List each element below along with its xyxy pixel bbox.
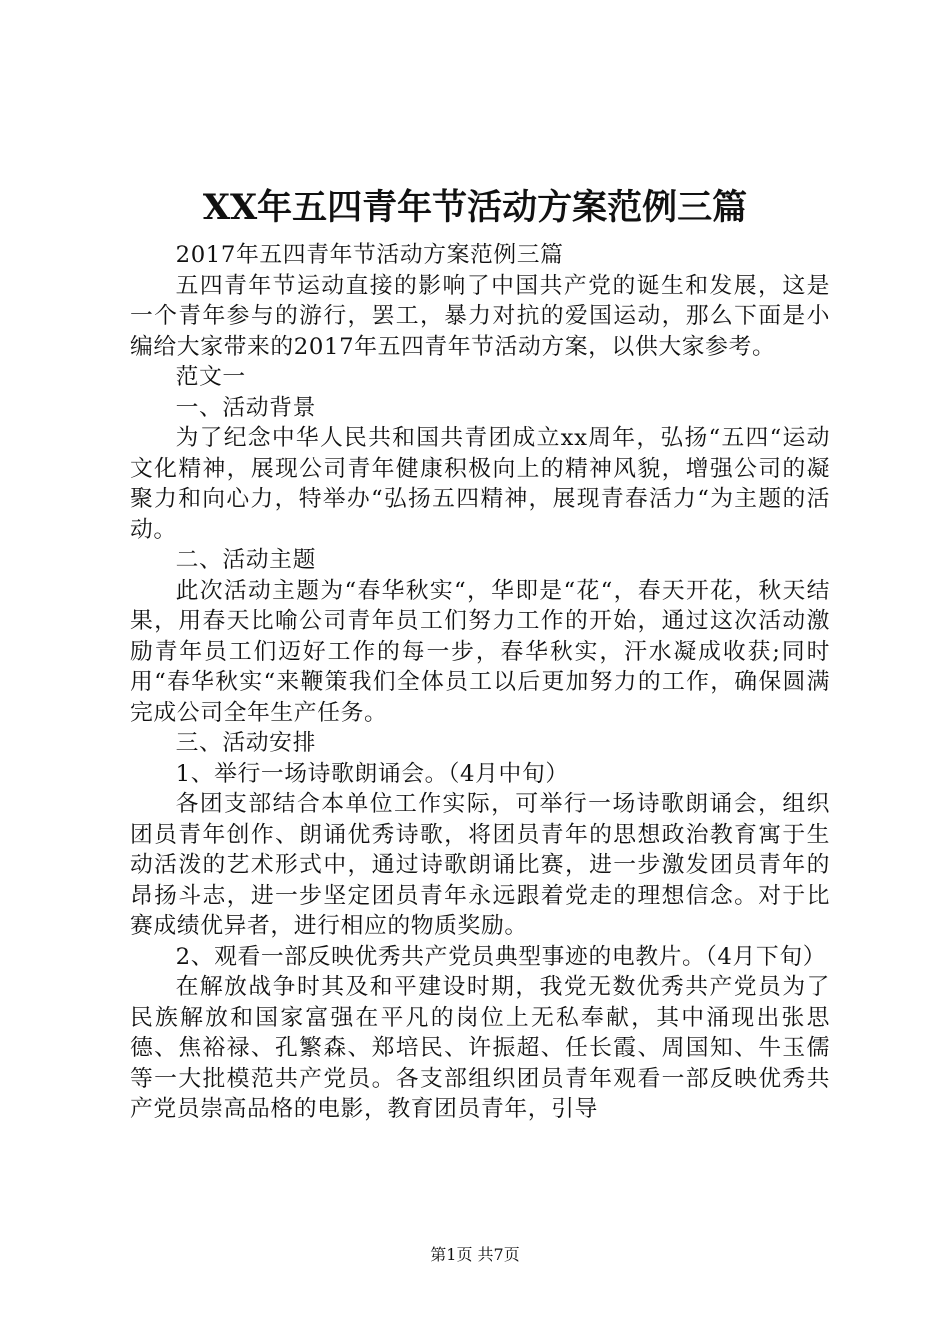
document-body xyxy=(130,240,830,1125)
body-paragraph: 此次活动主题为“春华秋实“，华即是“花“，春天开花，秋天结果，用春天比喻公司青年员工们努力工作的开始，通过这次活动激励青年员工们迈好工作的每一步，春华秋实，汗水凝成收获;同时用“春华秋实“来鞭策我们全体员工以后更加努力的工作，确保圆满完成公司全年生产任务。 xyxy=(130,577,830,726)
section-heading: 二、活动主题 xyxy=(175,547,316,573)
page-number-footer: 第1页 共7页 xyxy=(430,1245,520,1264)
section-heading: 一、活动背景 xyxy=(175,394,316,421)
body-paragraph: 为了纪念中华人民共和国共青团成立xx周年，弘扬“五四“运动文化精神，展现公司青年健康积极向上的精神风貌，增强公司的凝聚力和向心力，特举办“弘扬五四精神，展现青春活力“为主题的活动。 xyxy=(130,425,830,543)
document-title: XX年五四青年节活动方案范例三篇 xyxy=(202,187,748,228)
section-heading: 三、活动安排 xyxy=(175,730,316,756)
body-paragraph: 在解放战争时其及和平建设时期，我党无数优秀共产党员为了民族解放和国家富强在平凡的岗位上无私奉献，其中涌现出张思德、焦裕禄、孔繁森、郑培民、许振超、任长霞、周国知、牛玉儒等一大批模范共产党员。各支部组织团员青年观看一部反映优秀共产党员崇高品格的电影，教育团员青年，引导 xyxy=(130,974,830,1122)
section-heading: 范文一 xyxy=(175,364,246,390)
list-item-heading: 2、观看一部反映优秀共产党员典型事迹的电教片。（4月下旬） xyxy=(175,943,827,970)
body-paragraph: 各团支部结合本单位工作实际，可举行一场诗歌朗诵会，组织团员青年创作、朗诵优秀诗歌，将团员青年的思想政治教育寓于生动活泼的艺术形式中，通过诗歌朗诵比赛，进一步激发团员青年的昂扬斗志，进一步坚定团员青年永远跟着党走的理想信念。对于比赛成绩优异者，进行相应的物质奖励。 xyxy=(130,791,830,939)
intro-paragraph: 五四青年节运动直接的影响了中国共产党的诞生和发展，这是一个青年参与的游行，罢工，暴力对抗的爱国运动，那么下面是小编给大家带来的2017年五四青年节活动方案，以供大家参考。 xyxy=(130,272,830,360)
subtitle-paragraph: 2017年五四青年节活动方案范例三篇 xyxy=(175,242,564,268)
list-item-heading: 1、举行一场诗歌朗诵会。（4月中旬） xyxy=(175,760,569,787)
